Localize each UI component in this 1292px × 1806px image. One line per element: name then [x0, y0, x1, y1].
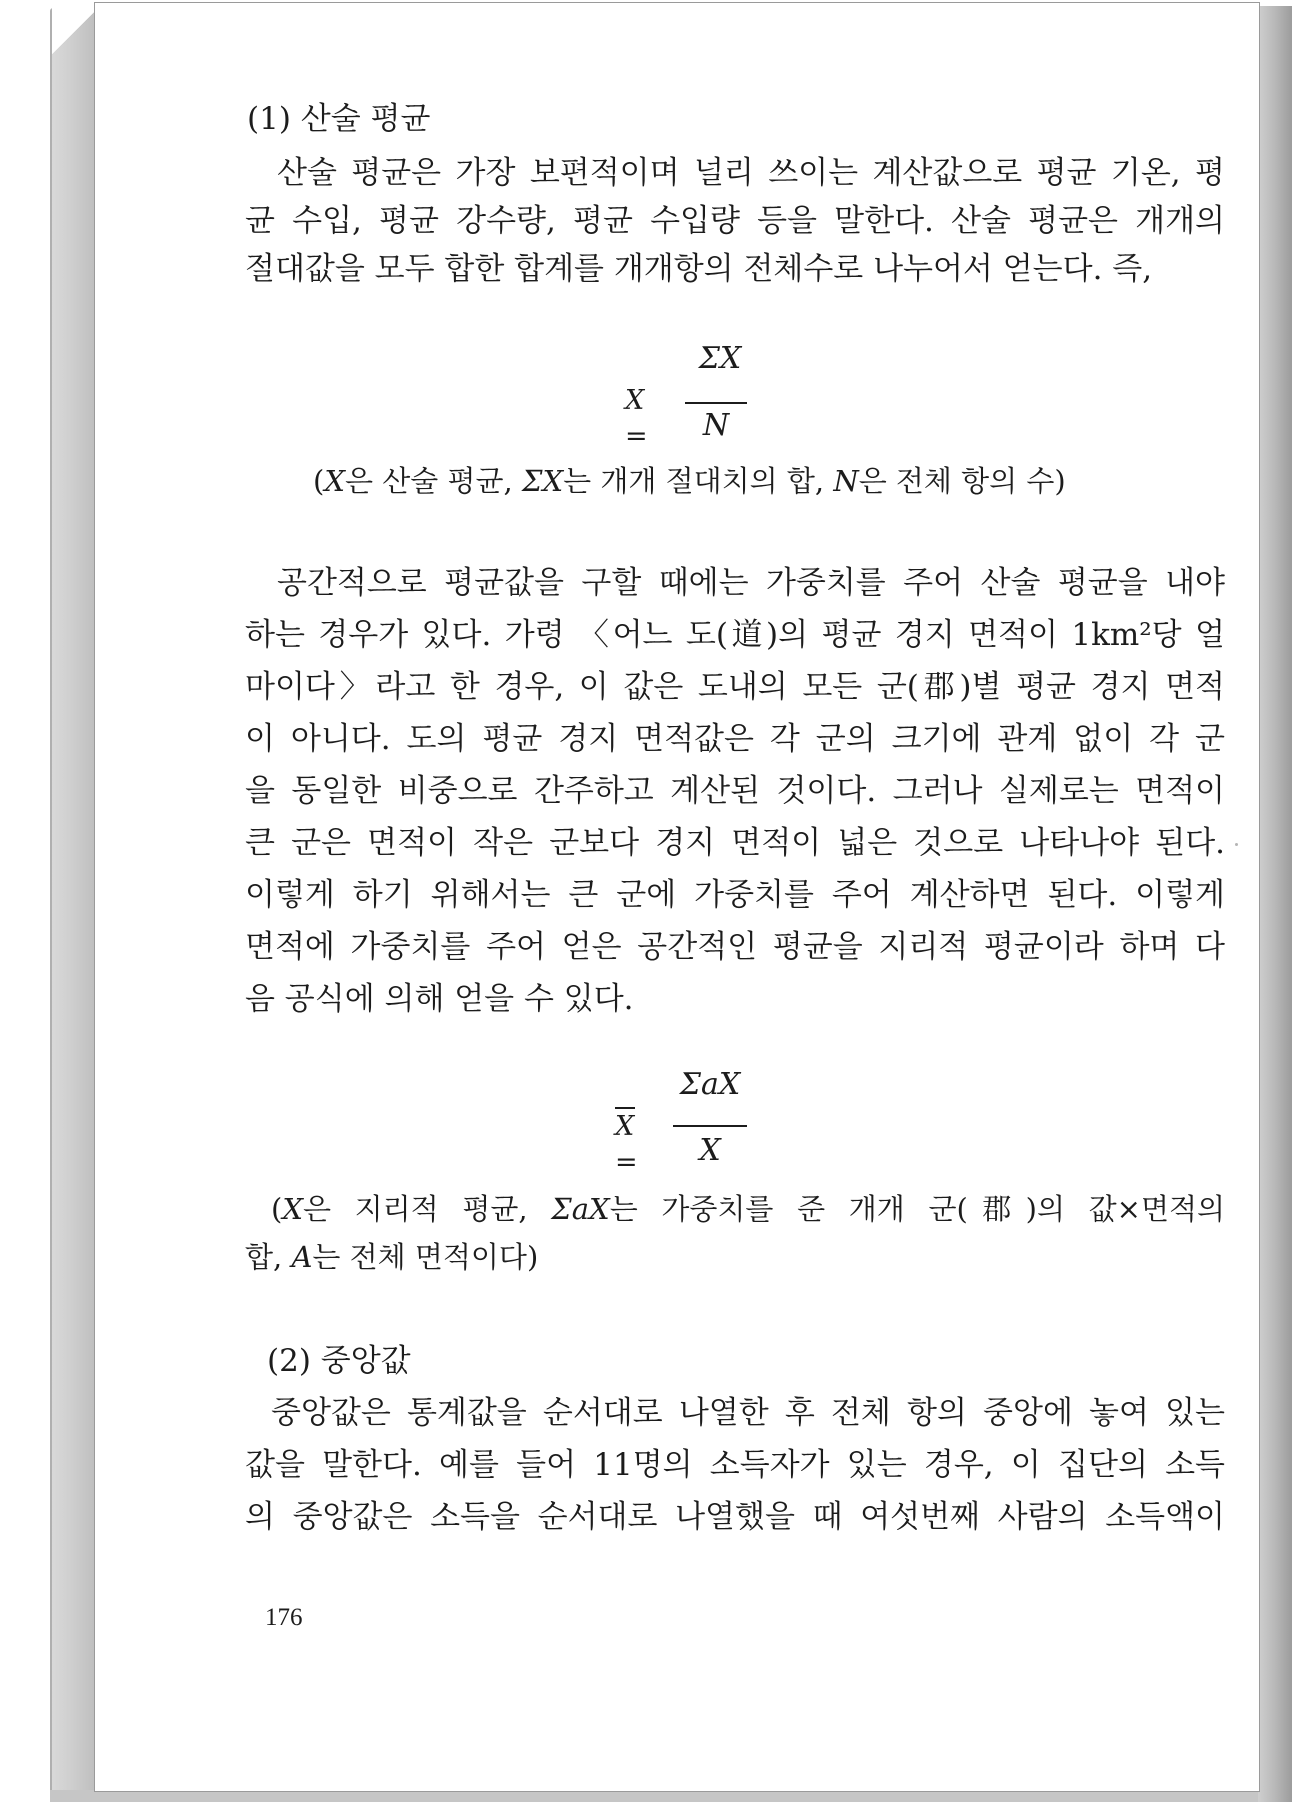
formula-denominator: N	[702, 408, 730, 443]
body-line: 균 수입, 평균 강수량, 평균 수입량 등을 말한다. 산술 평균은 개개의	[245, 203, 1225, 239]
formula-denominator: X	[699, 1133, 721, 1168]
body-line: 값을 말한다. 예를 들어 11명의 소득자가 있는 경우, 이 집단의 소득	[245, 1447, 1225, 1483]
body-line: 음 공식에 의해 얻을 수 있다.	[245, 981, 634, 1017]
body-line: 마이다〉라고 한 경우, 이 값은 도내의 모든 군(郡)별 평균 경지 면적	[245, 669, 1225, 705]
body-line: 큰 군은 면적이 작은 군보다 경지 면적이 넓은 것으로 나타나야 된다.	[245, 825, 1225, 861]
formula-note: (X은 지리적 평균, ΣaX는 가중치를 준 개개 군(郡)의 값×면적의	[271, 1192, 1225, 1226]
body-line: 하는 경우가 있다. 가령 〈어느 도(道)의 평균 경지 면적이 1km²당 얼	[245, 617, 1225, 653]
stray-mark	[1235, 843, 1238, 846]
formula-numerator: ΣX	[698, 341, 742, 376]
formula-lhs: X =	[615, 1111, 638, 1178]
formula-note: (X은 산술 평균, ΣX는 개개 절대치의 합, N은 전체 항의 수)	[313, 464, 1066, 498]
formula-numerator: ΣaX	[679, 1067, 741, 1102]
body-line: 의 중앙값은 소득을 순서대로 나열했을 때 여섯번째 사람의 소득액이	[245, 1499, 1225, 1535]
body-line: 을 동일한 비중으로 간주하고 계산된 것이다. 그러나 실제로는 면적이	[245, 773, 1225, 809]
body-line: 절대값을 모두 합한 합계를 개개항의 전체수로 나누어서 얻는다. 즉,	[245, 251, 1153, 287]
book-edge-left	[50, 8, 98, 1800]
fraction-bar	[673, 1125, 747, 1127]
body-line: 면적에 가중치를 주어 얻은 공간적인 평균을 지리적 평균이라 하며 다	[245, 929, 1225, 965]
section-heading-arithmetic-mean: (1) 산술 평균	[247, 101, 431, 137]
body-line: 중앙값은 통계값을 순서대로 나열한 후 전체 항의 중앙에 놓여 있는	[271, 1395, 1225, 1431]
book-shadow-right	[1258, 6, 1292, 1802]
body-line: 공간적으로 평균값을 구할 때에는 가중치를 주어 산술 평균을 내야	[277, 565, 1225, 601]
section-heading-median: (2) 중앙값	[267, 1343, 411, 1379]
body-line: 산술 평균은 가장 보편적이며 널리 쓰이는 계산값으로 평균 기온, 평	[277, 155, 1225, 191]
fraction-bar	[685, 402, 747, 404]
body-line: 이렇게 하기 위해서는 큰 군에 가중치를 주어 계산하면 된다. 이렇게	[245, 877, 1225, 913]
body-line: 이 아니다. 도의 평균 경지 면적값은 각 군의 크기에 관계 없이 각 군	[245, 721, 1225, 757]
formula-lhs: X =	[625, 385, 648, 452]
formula-note: 합, A는 전체 면적이다)	[245, 1240, 539, 1274]
book-page	[94, 2, 1260, 1792]
page-number: 176	[265, 1604, 303, 1631]
